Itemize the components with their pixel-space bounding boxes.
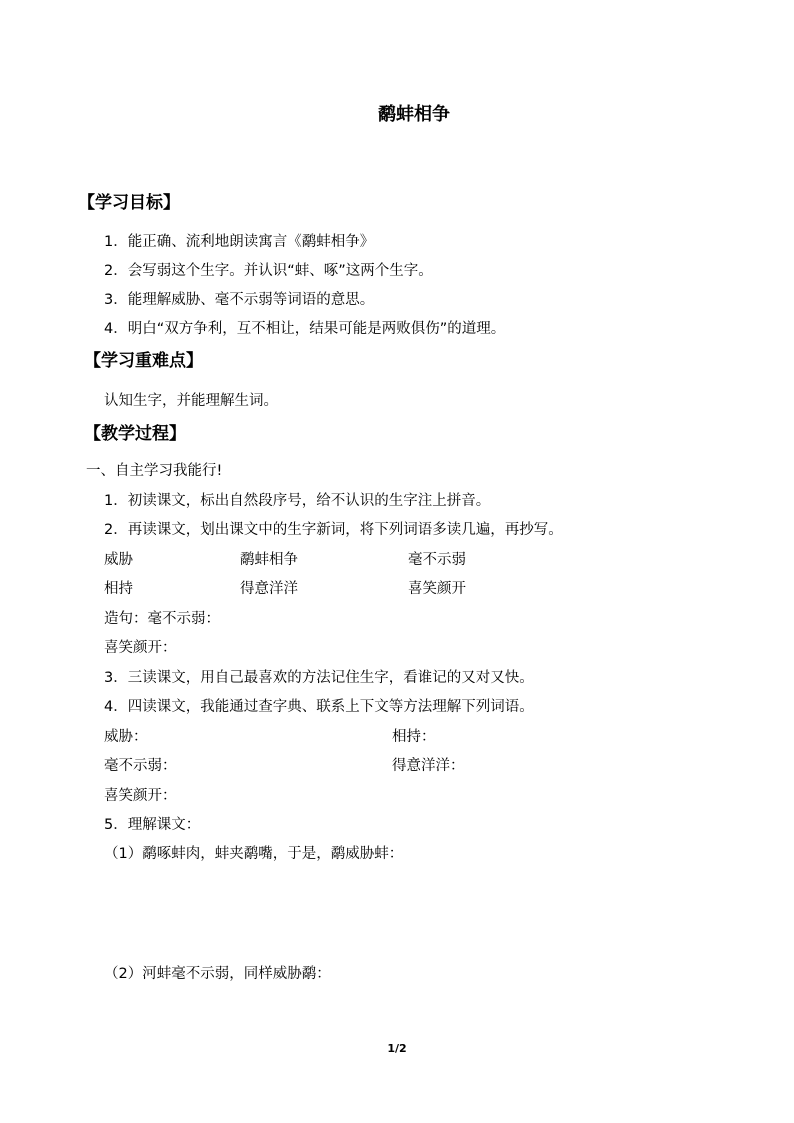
- word-1-3: 毫不示弱: [408, 552, 466, 568]
- key-points-text: 认知生字，并能理解生词。: [104, 393, 278, 409]
- section-heading-process: 【教学过程】: [84, 424, 186, 444]
- word-2-2: 得意洋洋: [240, 581, 298, 597]
- objective-item-1: 1．能正确、流利地朗读寓言《鹬蚌相争》: [104, 234, 375, 250]
- section-heading-key-points: 【学习重难点】: [84, 351, 203, 371]
- part1-title: 一、自主学习我能行!: [86, 463, 223, 479]
- define-1-2: 相持：: [392, 729, 436, 745]
- sentence-label-2: 喜笑颜开：: [104, 640, 177, 656]
- objective-item-3: 3．能理解威胁、毫不示弱等词语的意思。: [104, 292, 375, 308]
- page-number: 1/2: [387, 1042, 407, 1055]
- step-4: 4．四读课文，我能通过查字典、联系上下文等方法理解下列词语。: [104, 699, 534, 715]
- section-heading-objectives: 【学习目标】: [78, 193, 180, 213]
- step-5: 5．理解课文：: [104, 817, 201, 833]
- step-1: 1．初读课文，标出自然段序号，给不认识的生字注上拼音。: [104, 493, 491, 509]
- question-1: （1）鹬啄蚌肉，蚌夹鹬嘴，于是，鹬威胁蚌：: [104, 846, 404, 862]
- objective-item-2: 2．会写弱这个生字。并认识“蚌、啄”这两个生字。: [104, 263, 433, 279]
- word-1-1: 威胁: [104, 552, 133, 568]
- word-2-1: 相持: [104, 581, 133, 597]
- step-2: 2．再读课文，划出课文中的生字新词，将下列词语多读几遍，再抄写。: [104, 522, 563, 538]
- sentence-label-1: 造句：毫不示弱：: [104, 611, 220, 627]
- page-title: 鹬蚌相争: [378, 104, 450, 125]
- word-2-3: 喜笑颜开: [408, 581, 466, 597]
- define-2-1: 毫不示弱：: [104, 758, 177, 774]
- word-1-2: 鹬蚌相争: [240, 552, 298, 568]
- define-1-1: 威胁：: [104, 729, 148, 745]
- objective-item-4: 4．明白“双方争利，互不相让，结果可能是两败俱伤”的道理。: [104, 321, 506, 337]
- define-2-2: 得意洋洋：: [392, 758, 465, 774]
- define-3: 喜笑颜开：: [104, 788, 177, 804]
- step-3: 3．三读课文，用自己最喜欢的方法记住生字，看谁记的又对又快。: [104, 670, 534, 686]
- question-2: （2）河蚌毫不示弱，同样威胁鹬：: [104, 966, 331, 982]
